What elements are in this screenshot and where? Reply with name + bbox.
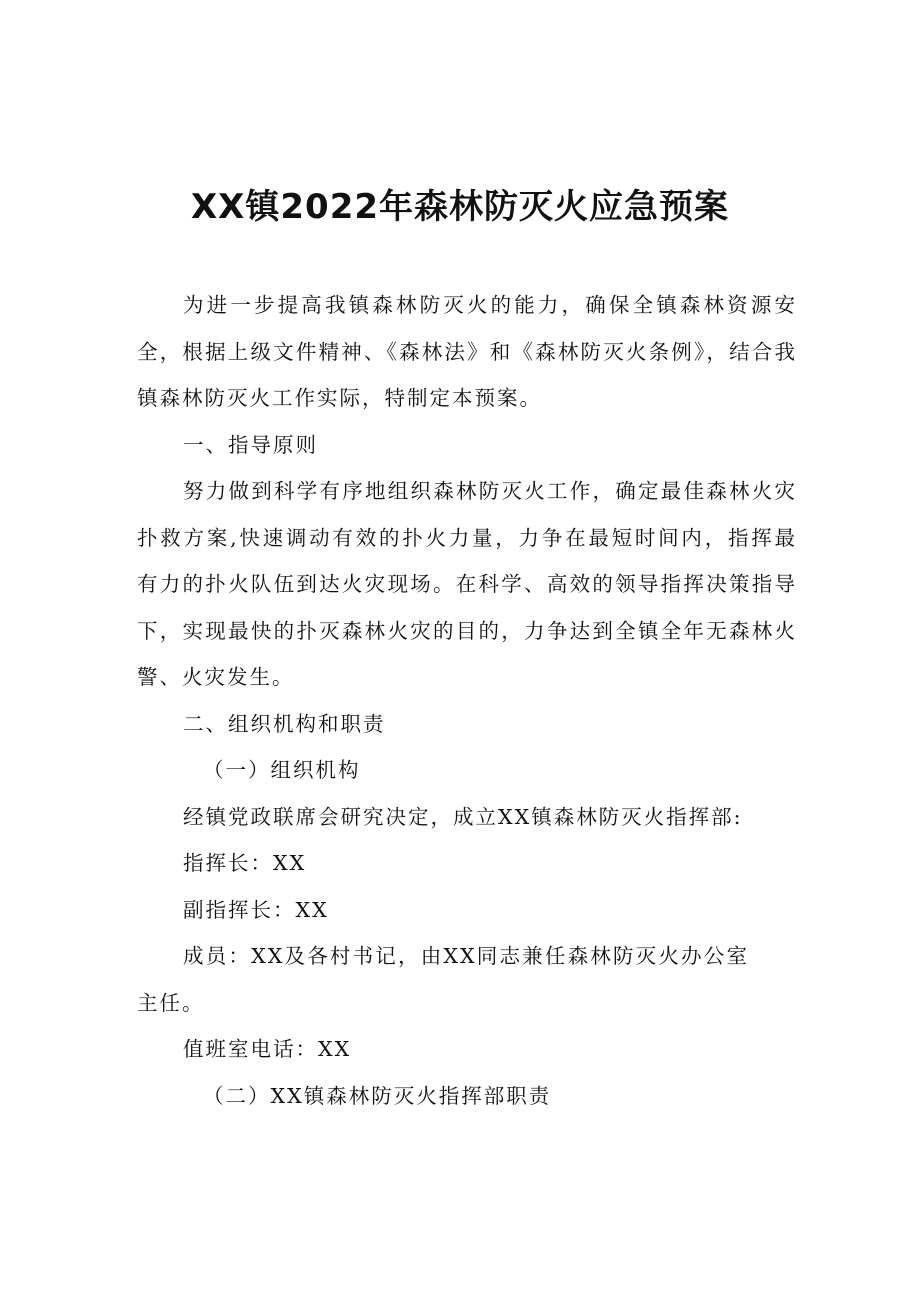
guiding-principles-paragraph: 努力做到科学有序地组织森林防灭火工作，确定最佳森林火灾扑救方案,快速调动有效的扑火力量，力争在最短时间内，指挥最有力的扑火队伍到达火灾现场。在科学、高效的领导指挥决策指导下，实现最快的扑灭森林火灾的目的，力争达到全镇全年无森林火警、火灾发生。 <box>137 479 797 689</box>
document-body <box>137 282 797 1119</box>
subsection-heading-organization-structure: （一）组织机构 <box>203 758 361 782</box>
members-paragraph: 成员：XX及各村书记，由XX同志兼任森林防灭火办公室主任。 <box>137 944 749 1015</box>
intro-paragraph: 为进一步提高我镇森林防灭火的能力，确保全镇森林资源安全，根据上级文件精神、《森林法》和《森林防灭火条例》，结合我镇森林防灭火工作实际，特制定本预案。 <box>137 293 797 410</box>
deputy-commander-line: 副指挥长：XX <box>183 897 329 922</box>
duty-phone-line: 值班室电话：XX <box>183 1037 352 1061</box>
document-title: XX镇2022年森林防灭火应急预案 <box>190 187 730 227</box>
org-decision-line: 经镇党政联席会研究决定，成立XX镇森林防灭火指挥部: <box>183 804 743 829</box>
subsection-heading-command-duties: （二）XX镇森林防灭火指挥部职责 <box>203 1083 552 1108</box>
section-heading-guiding-principles: 一、指导原则 <box>183 432 318 457</box>
commander-line: 指挥长：XX <box>183 851 307 875</box>
section-heading-organization: 二、组织机构和职责 <box>183 711 386 736</box>
